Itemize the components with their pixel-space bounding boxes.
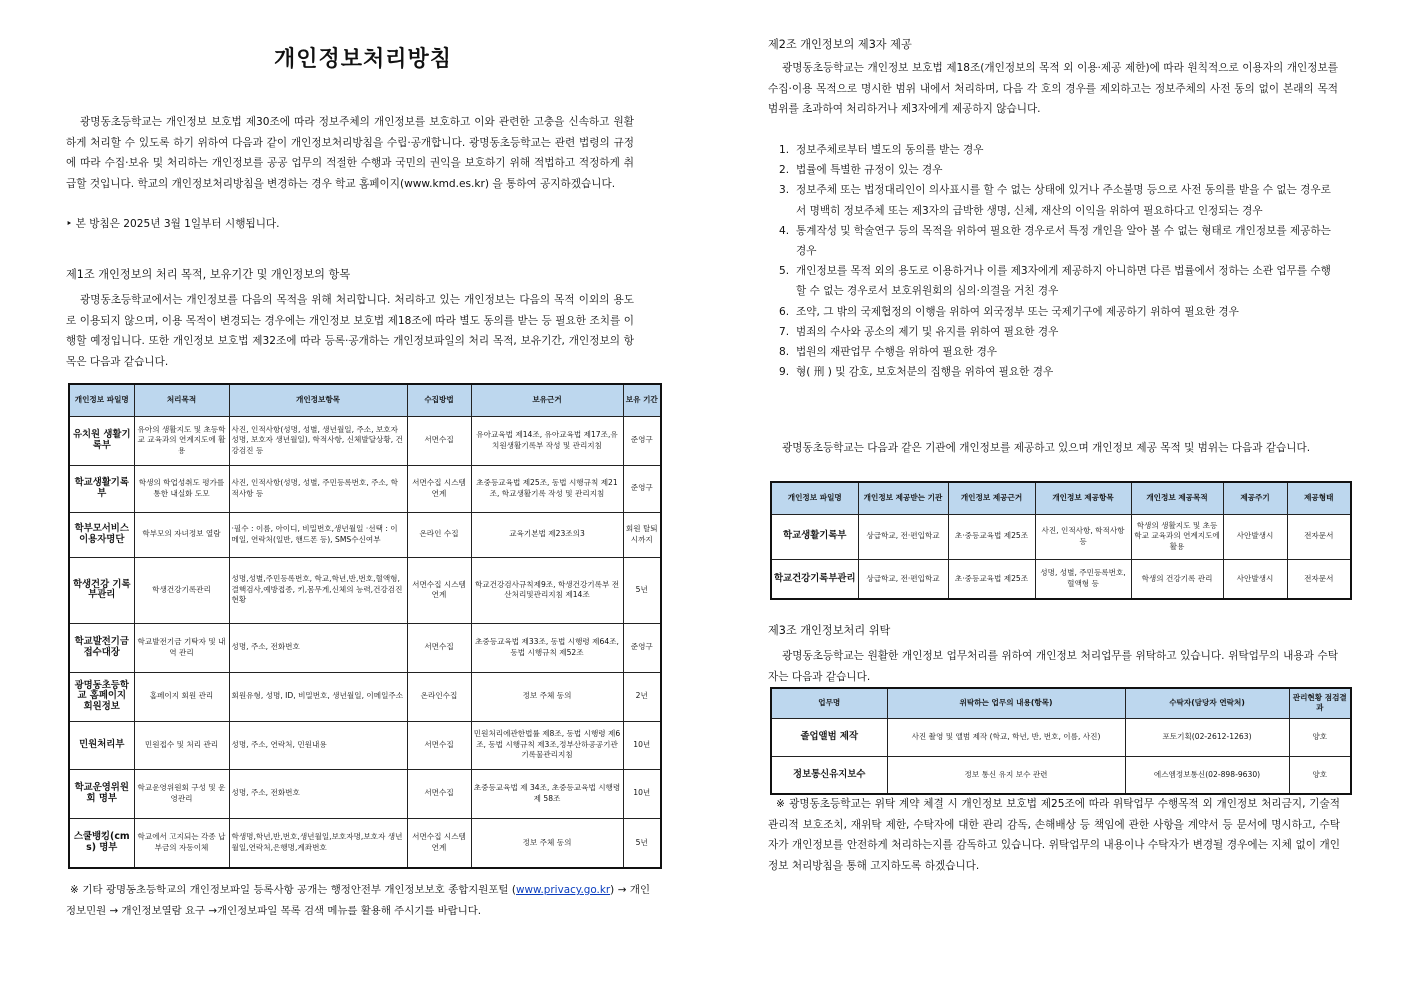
row-label-cell: 학교생활기록부: [771, 514, 858, 559]
table-row: [69, 465, 661, 512]
column-header: 개인정보 제공항목: [1035, 482, 1131, 514]
entrustment-table: [770, 687, 1352, 795]
table-cell: 학교건강검사규칙제9조, 학생건강기록부 전산처리및관리지침 제14조: [471, 557, 623, 623]
table-cell: 학생의 생활지도 및 초등학교 교육과의 연계지도에 활용: [1131, 514, 1223, 559]
table-cell: 정보 주체 동의: [471, 672, 623, 721]
table-cell: 온라인 수집: [407, 512, 471, 557]
table-cell: 민원접수 및 처리 관리: [134, 721, 229, 769]
table-row: [69, 623, 661, 672]
table-cell: 서면수집: [407, 769, 471, 818]
exception-item: [768, 322, 1338, 342]
table-cell: 사진, 인적사항, 학적사항 등: [1035, 514, 1131, 559]
exception-item-number: 4.: [779, 224, 790, 237]
table-cell: 성명, 주소, 연락처, 민원내용: [229, 721, 407, 769]
exception-item: [768, 140, 1338, 160]
table-cell: 초중등교육법 제 34조, 초중등교육법 시행령 제 58조: [471, 769, 623, 818]
column-header: 개인정보 제공목적: [1131, 482, 1223, 514]
exception-item: [768, 180, 1338, 220]
exception-item-number: 5.: [779, 265, 790, 278]
article1-note: [66, 880, 650, 921]
column-header: 보유근거: [471, 384, 623, 416]
column-header: 개인정보 파일명: [69, 384, 134, 416]
exception-item: [768, 302, 1338, 322]
table-cell: 온라인수집: [407, 672, 471, 721]
table-cell: 10년: [623, 769, 661, 818]
exception-item-text: 조약, 그 밖의 국제협정의 이행을 위하여 외국정부 또는 국제기구에 제공하기 위하여 필요한 경우: [796, 305, 1239, 318]
article2-heading: 제2조 개인정보의 제3자 제공: [768, 38, 912, 51]
exception-item-text: 개인정보를 목적 외의 용도로 이용하거나 이를 제3자에게 제공하지 아니하면 다른 법률에서 정하는 소관 업무를 수행할 수 없는 경우로서 보호위원회의 심의·의결을 거친 경우: [796, 265, 1331, 298]
table-row: [69, 672, 661, 721]
page-title: 개인정보처리방침: [273, 47, 453, 72]
table-cell: 서면수집 시스템 연계: [407, 557, 471, 623]
table-cell: 사진 촬영 및 앨범 제작 (학교, 학년, 반, 번호, 이름, 사진): [887, 718, 1125, 756]
column-header: 제공주기: [1223, 482, 1287, 514]
row-label-cell: 학교건강기록부관리: [771, 559, 858, 599]
exception-item-number: 7.: [779, 325, 790, 338]
article2-body: 광명동초등학교는 개인정보 보호법 제18조(개인정보의 목적 외 이용·제공 제한)에 따라 원칙적으로 이용자의 개인정보를 수집·이용 목적으로 명시한 범위 내에서 처리하며, 다음 각 호의 경우를 제외하고는 정보주체의 사전 동의 없이 본래의 목적 범위를 초과하여 처리하거나 제3자에게 제공하지 않습니다.: [768, 62, 1338, 116]
effective-date: ‣ 본 방침은 2025년 3월 1일부터 시행됩니다.: [66, 218, 280, 230]
exception-item: [768, 362, 1338, 382]
exception-item-number: 3.: [779, 184, 790, 197]
table-cell: 학생명,학년,반,번호,생년월일,보호자명,보호자 생년월일,연락처,은행명,계좌번호: [229, 818, 407, 868]
table-cell: 학부모의 자녀정보 열람: [134, 512, 229, 557]
exception-item-text: 정보주체 또는 법정대리인이 의사표시를 할 수 없는 상태에 있거나 주소불명 등으로 사전 동의를 받을 수 없는 경우로서 명백히 정보주체 또는 제3자의 급박한 생명, 신체, 재산의 이익을 위하여 필요하다고 인정되는 경우: [796, 184, 1331, 217]
exception-item-text: 통계작성 및 학술연구 등의 목적을 위하여 필요한 경우로서 특정 개인을 알아 볼 수 없는 형태로 개인정보를 제공하는 경우: [796, 224, 1331, 258]
table-cell: 학교에서 고지되는 각종 납부금의 자동이체: [134, 818, 229, 868]
row-label-cell: 정보통신유지보수: [771, 756, 887, 794]
column-header: 개인정보 파일명: [771, 482, 858, 514]
table-row: [69, 416, 661, 465]
privacy-portal-link[interactable]: www.privacy.go.kr: [515, 884, 611, 896]
table-cell: 초·중등교육법 제25조: [948, 559, 1035, 599]
table-cell: 사안발생시: [1223, 514, 1287, 559]
article1-body: 광명동초등학교에서는 개인정보를 다음의 목적을 위해 처리합니다. 처리하고 있는 개인정보는 다음의 목적 이외의 용도로 이용되지 않으며, 이용 목적이 변경되는 경우에는 개인정보 보호법 제18조에 따라 별도 동의를 받는 등 필요한 조치를 이행할 예정입니다. 또한 개인정보 보호법 제32조에 따라 등록·공개하는 개인정보파일의 처리 목적, 보유기간, 개인정보의 항목은 다음과 같습니다.: [66, 294, 634, 368]
article2-body2: 광명동초등학교는 다음과 같은 기관에 개인정보를 제공하고 있으며 개인정보 제공 목적 및 범위는 다음과 같습니다.: [782, 442, 1311, 454]
table-cell: 정보 통신 유지 보수 관련: [887, 756, 1125, 794]
table-row: [69, 512, 661, 557]
table-cell: 서면수집 시스템 연계: [407, 818, 471, 868]
article3-note: ※ 광명동초등학교는 위탁 계약 체결 시 개인정보 보호법 제25조에 따라 위탁업무 수행목적 외 개인정보 처리금지, 기술적 관리적 보호조치, 재위탁 제한, 수탁자에 대한 관리 감독, 손해배상 등 책임에 관한 사항을 계약서 등 문서에 명시하고, 수탁자가 개인정보를 안전하게 처리하는지를 감독하고 있습니다. 위탁업무의 내용이나 수탁자가 변경될 경우에는 지체 없이 개인정보 처리방침을 통해 고지하도록 하겠습니다.: [768, 798, 1340, 872]
exception-item: [768, 221, 1338, 261]
table-cell: 유아교육법 제14조, 유아교육법 제17조,유치원생활기록부 작성 및 관리지침: [471, 416, 623, 465]
table-row: [771, 756, 1351, 794]
table-cell: 성명, 주소, 전화번호: [229, 769, 407, 818]
table-cell: 양호: [1289, 718, 1351, 756]
note-text-pre: ※ 기타 광명동초등학교의 개인정보파일 등록사항 공개는 행정안전부 개인정보보호 종합지원포털 (: [70, 884, 516, 896]
row-label-cell: 졸업앨범 제작: [771, 718, 887, 756]
column-header: 수집방법: [407, 384, 471, 416]
exception-item-text: 정보주체로부터 별도의 동의를 받는 경우: [796, 144, 984, 156]
exception-item-number: 1.: [779, 144, 790, 156]
table-cell: 성명, 성별, 주민등록번호, 혈액형 등: [1035, 559, 1131, 599]
row-label-cell: 광명동초등학교 홈페이지 회원정보: [69, 672, 134, 721]
column-header: 보유 기간: [623, 384, 661, 416]
table-cell: 교육기본법 제23조의3: [471, 512, 623, 557]
exception-item: [768, 160, 1338, 180]
table-row: [69, 721, 661, 769]
row-label-cell: 학부모서비스 이용자명단: [69, 512, 134, 557]
exception-item-number: 2.: [779, 164, 790, 177]
row-label-cell: 학교생활기록부: [69, 465, 134, 512]
article3-body: 광명동초등학교는 원활한 개인정보 업무처리를 위하여 개인정보 처리업무를 위탁하고 있습니다. 위탁업무의 내용과 수탁자는 다음과 같습니다.: [768, 650, 1338, 683]
third-party-provision-table: [770, 481, 1352, 600]
row-label-cell: 민원처리부: [69, 721, 134, 769]
table-cell: 학교운영위원회 구성 및 운영관리: [134, 769, 229, 818]
table-cell: 학교발전기금 기탁자 및 내역 관리: [134, 623, 229, 672]
column-header: 업무명: [771, 688, 887, 718]
row-label-cell: 학생건강 기록부관리: [69, 557, 134, 623]
table-cell: 초·중등교육법 제25조: [948, 514, 1035, 559]
table-cell: 서면수집: [407, 721, 471, 769]
row-label-cell: 학교발전기금 접수대장: [69, 623, 134, 672]
article3-heading: 제3조 개인정보처리 위탁: [768, 624, 891, 637]
table-cell: 성명, 주소, 전화번호: [229, 623, 407, 672]
table-row: [69, 769, 661, 818]
exception-item-text: 법원의 재판업무 수행을 위하여 필요한 경우: [796, 346, 998, 359]
table-cell: 포토기획(02-2612-1263): [1125, 718, 1289, 756]
intro-paragraph: 광명동초등학교는 개인정보 보호법 제30조에 따라 정보주체의 개인정보를 보호하고 이와 관련한 고충을 신속하고 원활하게 처리할 수 있도록 하기 위하여 다음과 같이 개인정보처리방침을 수립·공개합니다. 광명동초등학교는 관련 법령의 규정에 따라 수집·보유 및 처리하는 개인정보를 공공 업무의 적절한 수행과 국민의 권익을 보호하기 위해 적법하고 적정하게 취급할 것입니다. 학교의 개인정보처리방침을 변경하는 경우 학교 홈페이지(www.kmd.es.kr) 을 통하여 공지하겠습니다.: [66, 116, 634, 190]
column-header: 개인정보 제공근거: [948, 482, 1035, 514]
table-cell: 에스엠정보통신(02-898-9630): [1125, 756, 1289, 794]
table-cell: 5년: [623, 557, 661, 623]
column-header: 관리현황 점검결과: [1289, 688, 1351, 718]
table-cell: 10년: [623, 721, 661, 769]
column-header: 처리목적: [134, 384, 229, 416]
table-cell: 초중등교육법 제33조, 동법 시행령 제64조, 동법 시행규칙 제52조: [471, 623, 623, 672]
column-header: 개인정보 제공받는 기관: [858, 482, 948, 514]
column-header: 위탁하는 업무의 내용(항목): [887, 688, 1125, 718]
table-cell: 전자문서: [1287, 514, 1351, 559]
table-cell: 홈페이지 회원 관리: [134, 672, 229, 721]
column-header: 개인정보항목: [229, 384, 407, 416]
table-cell: 학생건강기록관리: [134, 557, 229, 623]
table-cell: 회원유형, 성명, ID, 비밀번호, 생년월일, 이메일주소: [229, 672, 407, 721]
table-cell: 준영구: [623, 623, 661, 672]
table-row: [69, 557, 661, 623]
table-cell: 서면수집: [407, 416, 471, 465]
table-cell: 2년: [623, 672, 661, 721]
exception-item-number: 9.: [779, 366, 790, 379]
column-header: 수탁자(담당자 연락처): [1125, 688, 1289, 718]
table-row: [771, 718, 1351, 756]
article2-exceptions-list: [768, 140, 1338, 382]
table-cell: 상급학교, 전·편입학교: [858, 514, 948, 559]
note-text-post: ) → 개인정보민원 → 개인정보열람 요구 →개인정보파일 목록 검색 메뉴를 활용해 주시기를 바랍니다.: [66, 884, 650, 917]
table-row: [69, 818, 661, 868]
exception-item-text: 범죄의 수사와 공소의 제기 및 유지를 위하여 필요한 경우: [796, 325, 1059, 338]
row-label-cell: 스쿨뱅킹(cms) 명부: [69, 818, 134, 868]
exception-item: [768, 261, 1338, 301]
table-row: [771, 514, 1351, 559]
table-cell: 회원 탈퇴시까지: [623, 512, 661, 557]
column-header: 제공형태: [1287, 482, 1351, 514]
row-label-cell: 유치원 생활기록부: [69, 416, 134, 465]
row-label-cell: 학교운영위원회 명부: [69, 769, 134, 818]
exception-item-number: 6.: [779, 305, 790, 318]
table-cell: 학생의 건강기록 관리: [1131, 559, 1223, 599]
table-cell: 준영구: [623, 416, 661, 465]
table-cell: ·필수 : 이름, 아이디, 비밀번호,생년월일 ·선택 : 이메일, 연락처(일반, 핸드폰 등), SMS수신여부: [229, 512, 407, 557]
table-cell: 학생의 학업성취도 평가를 통한 내실화 도모: [134, 465, 229, 512]
table-cell: 사진, 인적사항(성명, 성별, 생년월일, 주소, 보호자 성명, 보호자 생년월일), 학적사항, 신체발달상황, 건강검진 등: [229, 416, 407, 465]
table-cell: 사진, 인적사항(성명, 성별, 주민등록번호, 주소, 학적사항 등: [229, 465, 407, 512]
personal-info-files-table: [68, 383, 662, 869]
table-cell: 성명,성별,주민등록번호, 학교,학년,반,번호,혈액형,결핵검사,예방접종, 키,몸무게,신체의 능력,건강검진현황: [229, 557, 407, 623]
table-cell: 상급학교, 전·편입학교: [858, 559, 948, 599]
exception-item-text: 형( 刑 ) 및 감호, 보호처분의 집행을 위하여 필요한 경우: [796, 366, 1054, 379]
exception-item-number: 8.: [779, 346, 790, 359]
table-row: [771, 559, 1351, 599]
table-cell: 준영구: [623, 465, 661, 512]
table-cell: 초중등교육법 제25조, 동법 시행규칙 제21조, 학교생활기록 작성 및 관리지침: [471, 465, 623, 512]
table-cell: 정보 주체 동의: [471, 818, 623, 868]
table-cell: 5년: [623, 818, 661, 868]
table-cell: 사안발생시: [1223, 559, 1287, 599]
exception-item: [768, 342, 1338, 362]
article1-heading: 제1조 개인정보의 처리 목적, 보유기간 및 개인정보의 항목: [66, 268, 351, 281]
table-cell: 유아의 생활지도 및 초등학교 교육과의 연계지도에 활용: [134, 416, 229, 465]
table-cell: 전자문서: [1287, 559, 1351, 599]
table-cell: 서면수집 시스템 연계: [407, 465, 471, 512]
table-cell: 양호: [1289, 756, 1351, 794]
table-cell: 서면수집: [407, 623, 471, 672]
table-cell: 민원처리에관한법률 제8조, 동법 시행령 제6조, 동법 시행규칙 제3조,정부산하공공기관 기록물관리지침: [471, 721, 623, 769]
exception-item-text: 법률에 특별한 규정이 있는 경우: [796, 164, 943, 177]
